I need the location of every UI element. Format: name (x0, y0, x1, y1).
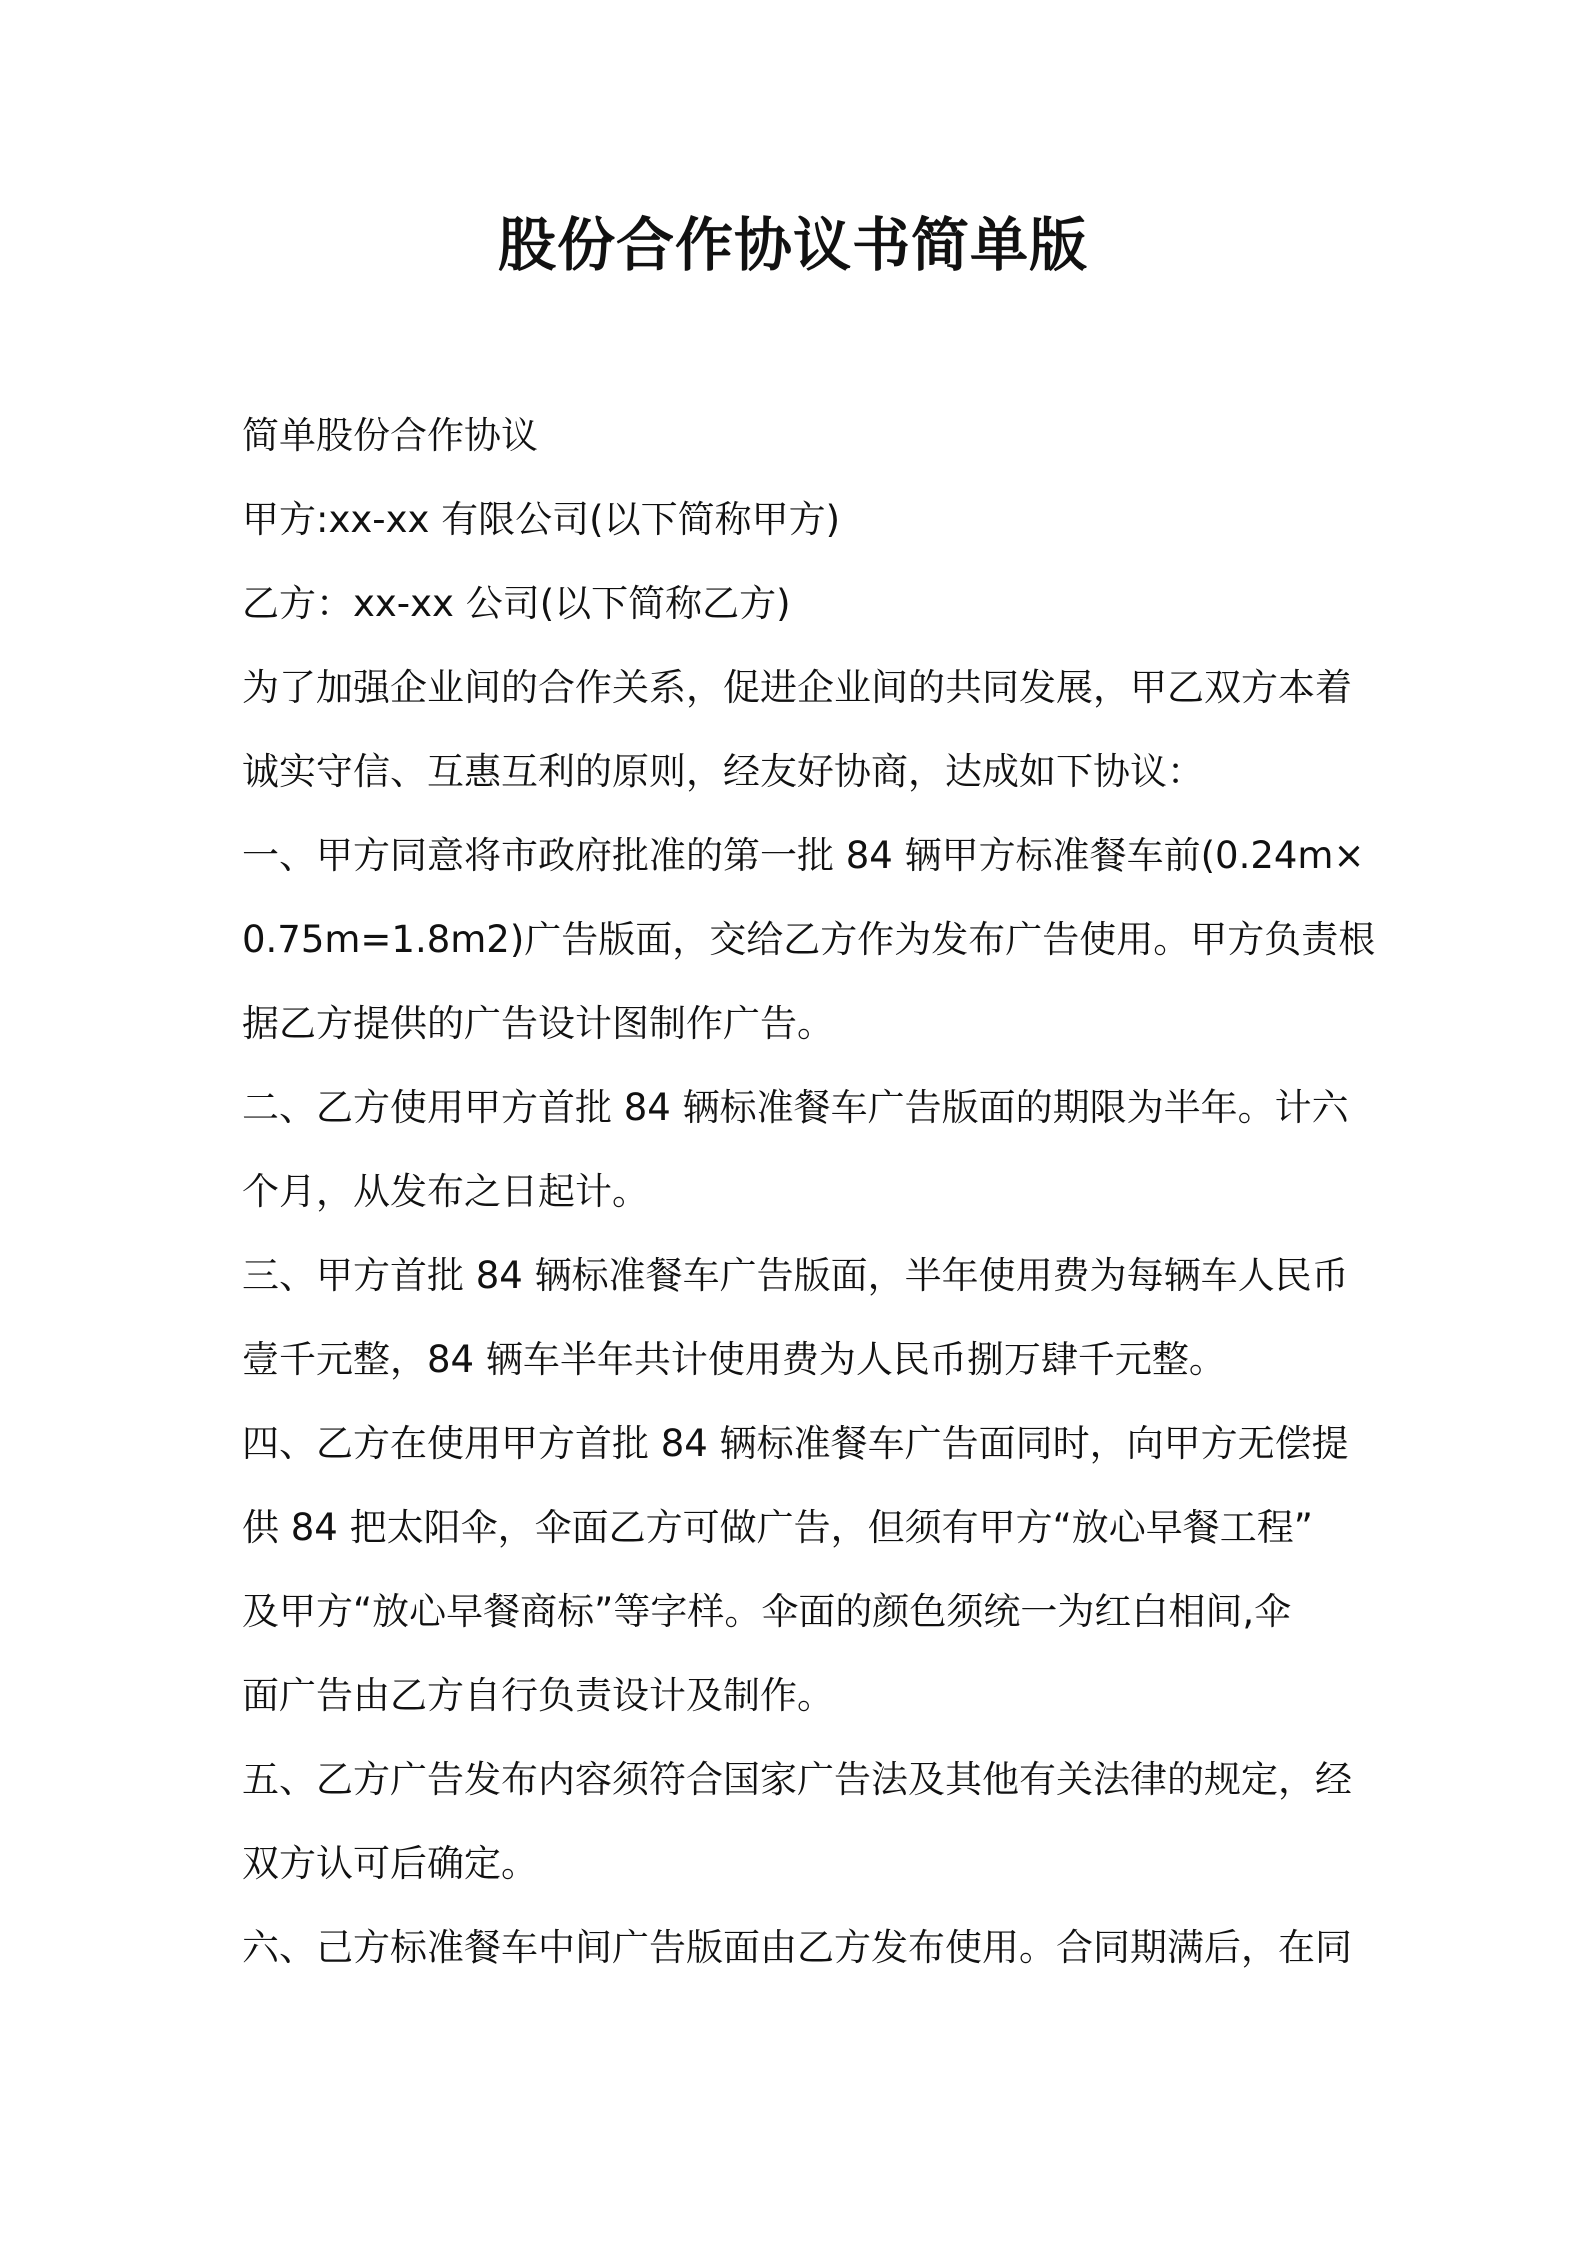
subtitle-line: 简单股份合作协议 (242, 414, 538, 457)
clause-2-line: 个月，从发布之日起计。 (242, 1170, 649, 1213)
clause-4-line: 供 84 把太阳伞，伞面乙方可做广告，但须有甲方“放心早餐工程” (242, 1506, 1313, 1549)
preamble-line: 为了加强企业间的合作关系，促进企业间的共同发展，甲乙双方本着 (242, 666, 1352, 709)
clause-3-line: 壹千元整，84 辆车半年共计使用费为人民币捌万肆千元整。 (242, 1338, 1226, 1381)
party-a-line: 甲方:xx-xx 有限公司(以下简称甲方) (242, 498, 841, 541)
clause-1-line: 0.75m=1.8m2)广告版面，交给乙方作为发布广告使用。甲方负责根 (242, 918, 1376, 961)
clause-3-line: 三、甲方首批 84 辆标准餐车广告版面，半年使用费为每辆车人民币 (242, 1254, 1349, 1297)
clause-4-line: 四、乙方在使用甲方首批 84 辆标准餐车广告面同时，向甲方无偿提 (242, 1422, 1349, 1465)
clause-2-line: 二、乙方使用甲方首批 84 辆标准餐车广告版面的期限为半年。计六 (242, 1086, 1349, 1129)
clause-1-line: 据乙方提供的广告设计图制作广告。 (242, 1002, 834, 1045)
document-body (242, 394, 1376, 1990)
clause-4-line: 面广告由乙方自行负责设计及制作。 (242, 1674, 834, 1717)
clause-6-line: 六、己方标准餐车中间广告版面由乙方发布使用。合同期满后，在同 (242, 1926, 1352, 1969)
party-b-line: 乙方：xx-xx 公司(以下简称乙方) (242, 582, 791, 625)
clause-5-line: 双方认可后确定。 (242, 1842, 538, 1885)
document-title: 股份合作协议书简单版 (497, 211, 1088, 279)
clause-1-line: 一、甲方同意将市政府批准的第一批 84 辆甲方标准餐车前(0.24m× (242, 834, 1365, 877)
clause-5-line: 五、乙方广告发布内容须符合国家广告法及其他有关法律的规定，经 (242, 1758, 1352, 1801)
clause-4-line: 及甲方“放心早餐商标”等字样。伞面的颜色须统一为红白相间,伞 (242, 1590, 1292, 1633)
preamble-line: 诚实守信、互惠互利的原则，经友好协商，达成如下协议： (242, 750, 1204, 793)
